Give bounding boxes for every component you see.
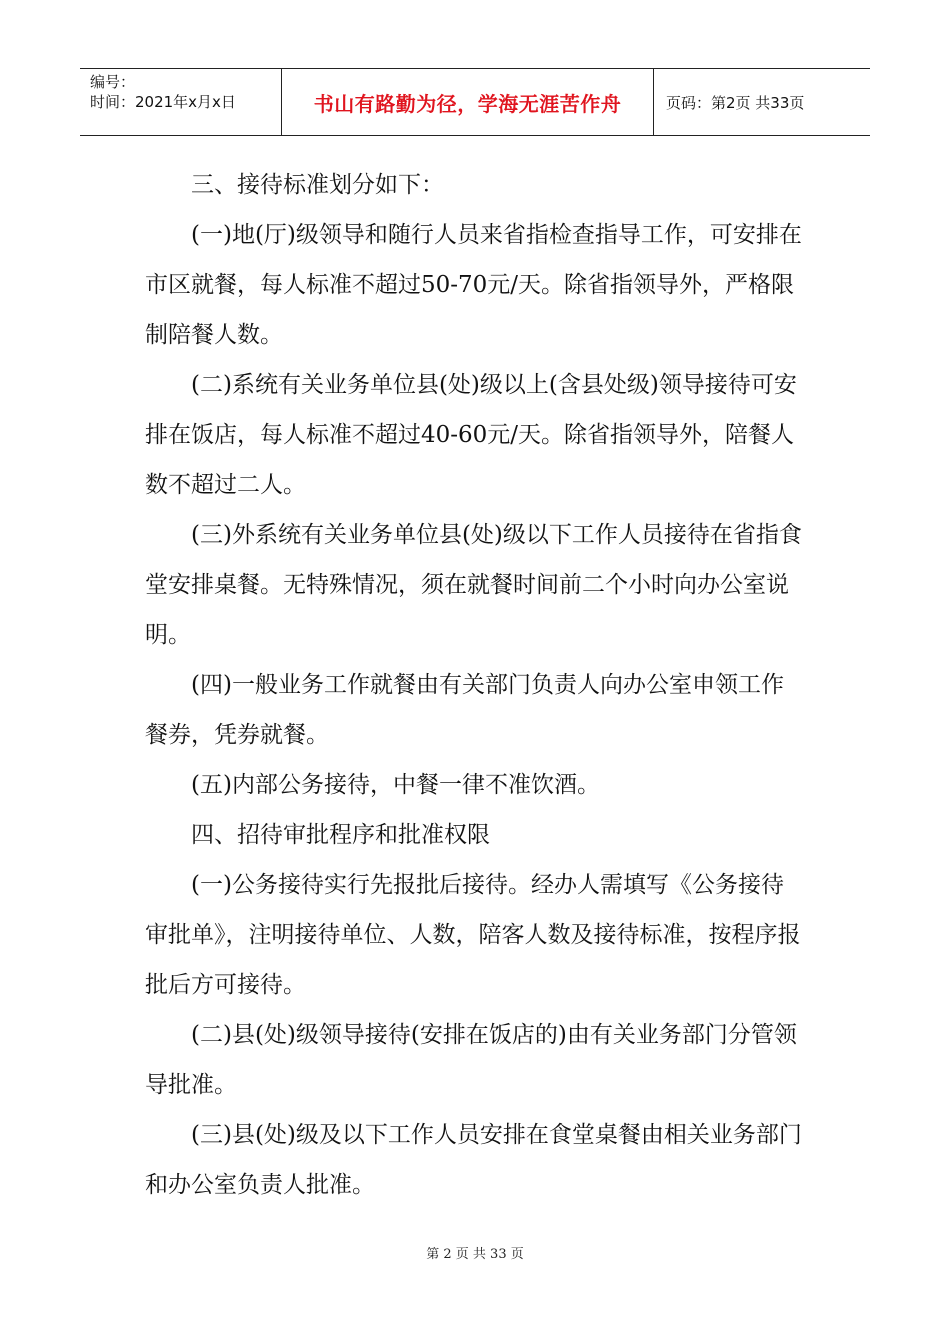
page-footer	[0, 1243, 950, 1262]
paragraph-approval-2: (二)县(处)级领导接待(安排在饭店的)由有关业务部门分管领导批准。	[145, 1022, 797, 1098]
footer-page-number: 第 2 页 共 33 页	[426, 1247, 524, 1262]
document-time-label: 时间：2021年x月x日	[90, 93, 236, 111]
header-page-info-cell	[654, 69, 870, 135]
header-motto: 书山有路勤为径，学海无涯苦作舟	[313, 91, 622, 116]
page-header	[80, 68, 870, 136]
header-meta-cell	[80, 69, 282, 135]
paragraph-standard-5: (五)内部公务接待，中餐一律不准饮酒。	[191, 772, 600, 798]
paragraph-approval-1: (一)公务接待实行先报批后接待。经办人需填写《公务接待审批单》，注明接待单位、人数，陪客人数及接待标准，按程序报批后方可接待。	[145, 872, 801, 998]
paragraph-standard-1: (一)地(厅)级领导和随行人员来省指检查指导工作，可安排在市区就餐，每人标准不超过50-70元/天。除省指领导外，严格限制陪餐人数。	[145, 222, 802, 348]
paragraph-standard-3: (三)外系统有关业务单位县(处)级以下工作人员接待在省指食堂安排桌餐。无特殊情况，须在就餐时间前二个小时向办公室说明。	[145, 522, 802, 648]
document-number-label: 编号：	[90, 73, 136, 91]
document-body	[145, 160, 805, 1210]
section-heading-3: 三、接待标准划分如下：	[191, 172, 444, 198]
header-page-info: 页码：第2页 共33页	[666, 93, 805, 112]
header-motto-cell	[282, 69, 654, 135]
paragraph-standard-4: (四)一般业务工作就餐由有关部门负责人向办公室申领工作餐券，凭券就餐。	[145, 672, 784, 748]
paragraph-standard-2: (二)系统有关业务单位县(处)级以上(含县处级)领导接待可安排在饭店，每人标准不超过40-60元/天。除省指领导外，陪餐人数不超过二人。	[145, 372, 797, 498]
paragraph-approval-3: (三)县(处)级及以下工作人员安排在食堂桌餐由相关业务部门和办公室负责人批准。	[145, 1122, 802, 1198]
section-heading-4: 四、招待审批程序和批准权限	[191, 822, 490, 848]
